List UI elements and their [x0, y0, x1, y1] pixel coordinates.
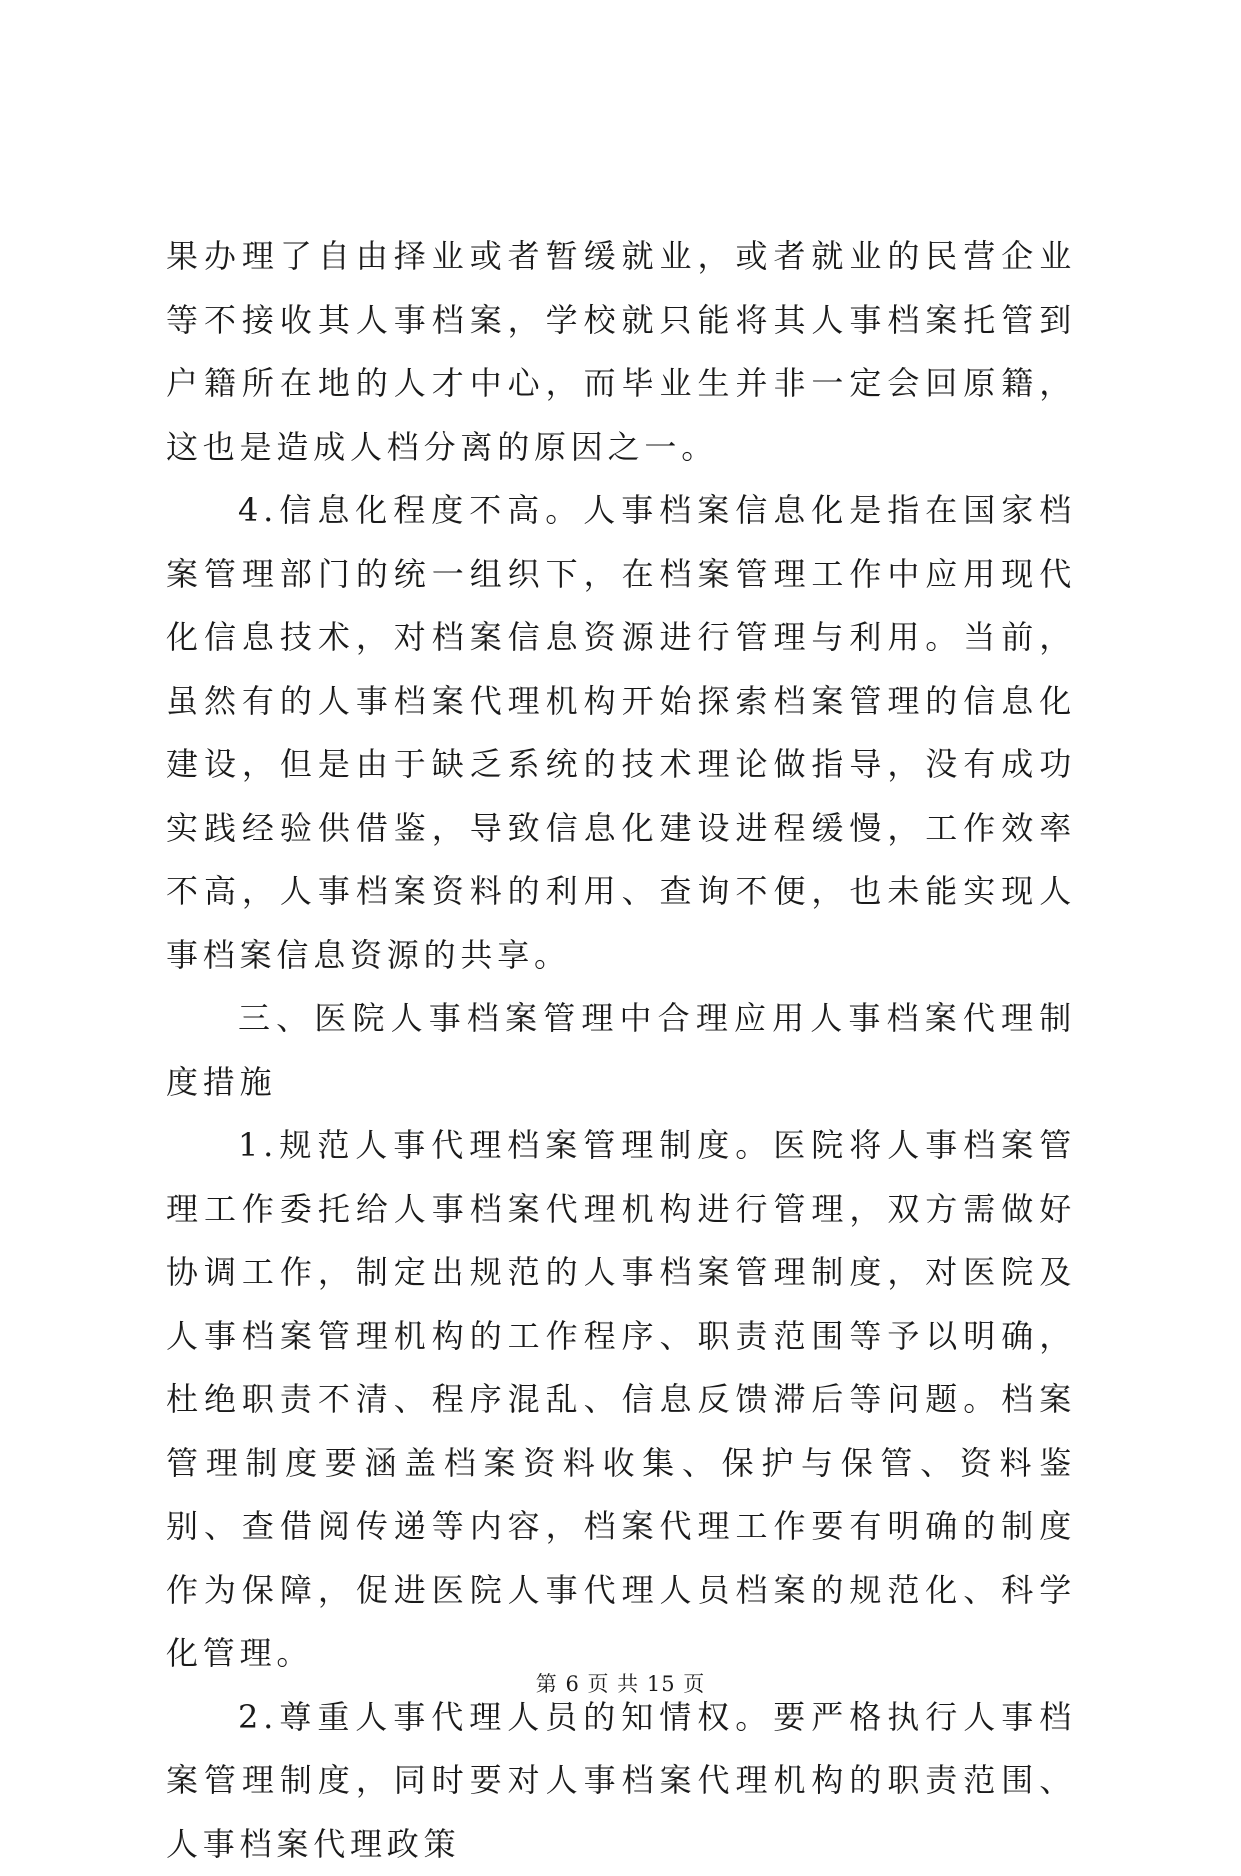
paragraph-informatization: 4.信息化程度不高。人事档案信息化是指在国家档案管理部门的统一组织下，在档案管理工作中应用现代化信息技术，对档案信息资源进行管理与利用。当前，虽然有的人事档案代理机构开始探索档案管理的信息化建设，但是由于缺乏系统的技术理论做指导，没有成功实践经验供借鉴，导致信息化建设进程缓慢，工作效率不高，人事档案资料的利用、查询不便，也未能实现人事档案信息资源的共享。 [166, 479, 1076, 987]
paragraph-continuation: 果办理了自由择业或者暂缓就业，或者就业的民营企业等不接收其人事档案，学校就只能将其人事档案托管到户籍所在地的人才中心，而毕业生并非一定会回原籍，这也是造成人档分离的原因之一。 [166, 225, 1076, 479]
section-heading: 三、医院人事档案管理中合理应用人事档案代理制度措施 [166, 987, 1076, 1114]
paragraph-regulate-system: 1.规范人事代理档案管理制度。医院将人事档案管理工作委托给人事档案代理机构进行管理，双方需做好协调工作，制定出规范的人事档案管理制度，对医院及人事档案管理机构的工作程序、职责范围等予以明确，杜绝职责不清、程序混乱、信息反馈滞后等问题。档案管理制度要涵盖档案资料收集、保护与保管、资料鉴别、查借阅传递等内容，档案代理工作要有明确的制度作为保障，促进医院人事代理人员档案的规范化、科学化管理。 [166, 1114, 1076, 1686]
document-body [166, 225, 1076, 1876]
page-footer: 第 6 页 共 15 页 [0, 1668, 1241, 1698]
paragraph-right-to-know: 2.尊重人事代理人员的知情权。要严格执行人事档案管理制度，同时要对人事档案代理机构的职责范围、人事档案代理政策 [166, 1686, 1076, 1876]
